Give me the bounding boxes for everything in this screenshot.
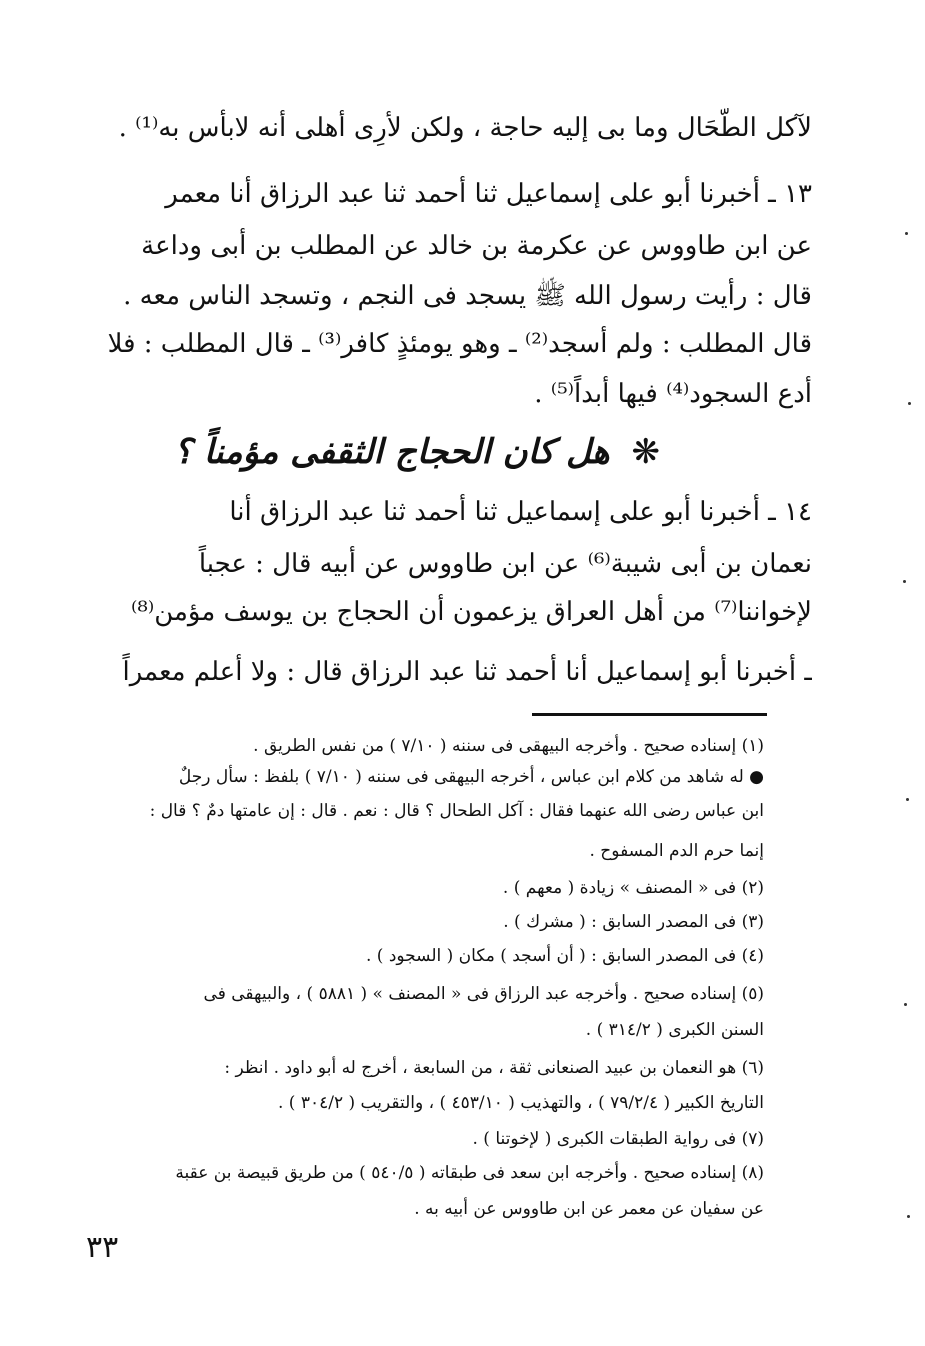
footnote-line: التاريخ الكبير ( ٧٩/٢/٤ ) ، والتهذيب ( ٤٥٣/١٠ ) ، والتقريب ( ٣٠٤/٢ ) .	[277, 1093, 764, 1113]
footnote-line: (٤) فى المصدر السابق : ( أن أسجد ) مكان ( السجود ) .	[365, 946, 764, 966]
page-number: ٣٣	[86, 1230, 119, 1265]
footnote-line: (٢) فى « المصنف » زيادة ( معهم ) .	[502, 878, 764, 898]
footnote-line: (٦) هو النعمان بن عبيد الصنعانى ثقة ، من السابعة ، أخرج له أبو داود . انظر :	[224, 1058, 764, 1078]
footnote-separator	[532, 713, 767, 716]
scan-speck	[905, 232, 908, 235]
main-text-line: ١٣ ـ أخبرنا أبو على إسماعيل ثنا أحمد ثنا عبد الرزاق أنا معمر	[165, 179, 812, 209]
section-text-line: لإخواننا⁽⁷⁾ من أهل العراق يزعمون أن الحجاج بن يوسف مؤمن⁽⁸⁾	[130, 597, 812, 627]
section-text-line: ـ أخبرنا أبو إسماعيل أنا أحمد ثنا عبد الرزاق قال : ولا أعلم معمراً	[122, 657, 812, 687]
footnote-line: (٣) فى المصدر السابق : ( مشرك ) .	[503, 912, 764, 932]
section-text-line: ١٤ ـ أخبرنا أبو على إسماعيل ثنا أحمد ثنا عبد الرزاق أنا	[229, 497, 812, 527]
main-text-line: قال المطلب : ولم أسجد⁽²⁾ ـ وهو يومئذٍ كافر⁽³⁾ ـ قال المطلب : فلا	[107, 329, 812, 359]
section-text-line: نعمان بن أبى شيبة⁽⁶⁾ عن ابن طاووس عن أبيه قال : عجباً	[198, 549, 812, 579]
footnote-line: ● له شاهد من كلام ابن عباس ، أخرجه البيهقى فى سننه ( ٧/١٠ ) بلفظ : سأل رجلٌ	[178, 767, 764, 787]
footnote-line: (٧) فى رواية الطبقات الكبرى ( لإخوتنا ) .	[472, 1129, 764, 1149]
footnote-line: السنن الكبرى ( ٣١٤/٢ ) .	[585, 1020, 764, 1040]
scan-speck	[908, 402, 911, 405]
section-heading	[173, 428, 660, 476]
scan-speck	[904, 1003, 907, 1006]
scan-speck	[903, 580, 906, 583]
section-heading-text: هل كان الحجاج الثقفى مؤمناً ؟	[173, 432, 610, 472]
footnote-line: إنما حرم الدم المسفوح .	[589, 841, 764, 861]
flower-ornament-icon: ❋	[631, 432, 660, 472]
footnote-line: (٥) إسناده صحيح . وأخرجه عبد الرزاق فى « المصنف » ( ٥٨٨١ ) ، والبيهقى فى	[203, 984, 764, 1004]
main-text-line: أدع السجود⁽⁴⁾ فيها أبداً⁽⁵⁾ .	[534, 379, 812, 409]
main-text-line: لآكل الطُّحَال وما بى إليه حاجة ، ولكن لأرِى أهلى أنه لابأس به⁽¹⁾ .	[118, 113, 812, 143]
footnote-line: (٨) إسناده صحيح . وأخرجه ابن سعد فى طبقاته ( ٥٤٠/٥ ) من طريق قبيصة بن عقبة	[175, 1163, 764, 1183]
main-text-line: عن ابن طاووس عن عكرمة بن خالد عن المطلب بن أبى وداعة	[141, 231, 812, 261]
scan-speck	[907, 1215, 910, 1218]
scan-speck	[906, 798, 909, 801]
main-text-line: قال : رأيت رسول الله ﷺ يسجد فى النجم ، وتسجد الناس معه .	[123, 281, 812, 311]
footnote-line: عن سفيان عن معمر عن ابن طاووس عن أبيه به .	[414, 1199, 764, 1219]
footnote-line: (١) إسناده صحيح . وأخرجه البيهقى فى سننه ( ٧/١٠ ) من نفس الطريق .	[253, 736, 764, 756]
footnote-line: ابن عباس رضى الله عنهما فقال : آكل الطحال ؟ قال : نعم . قال : إن عامتها دمٌ ؟ قال :	[149, 801, 764, 821]
